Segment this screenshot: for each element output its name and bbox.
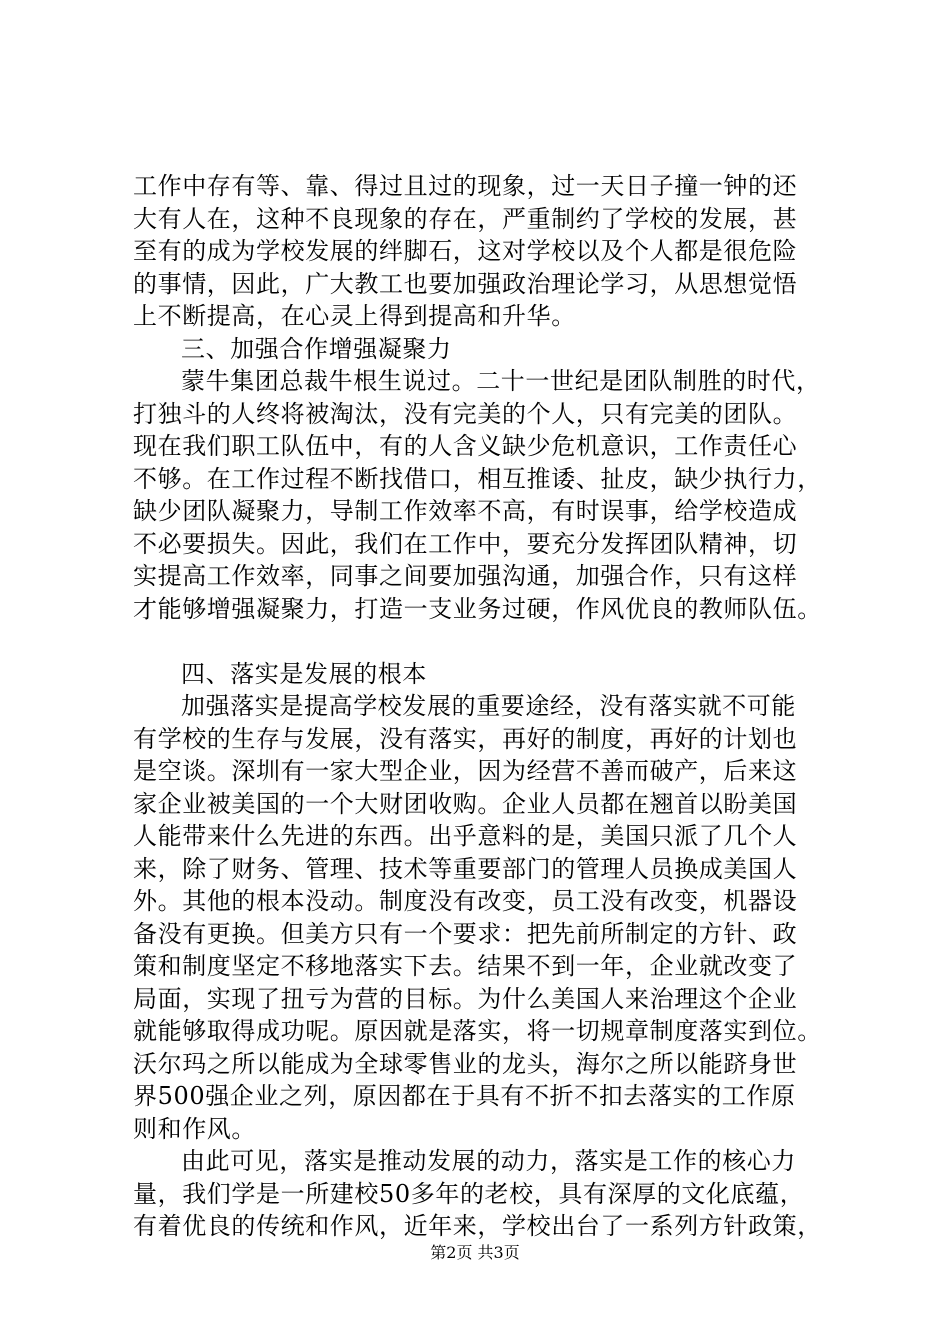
text-line: 则和作风。 bbox=[133, 1114, 256, 1143]
text-line: 不够。在工作过程不断找借口，相互推诿、扯皮，缺少执行力， bbox=[133, 464, 822, 493]
body-text bbox=[133, 170, 853, 1243]
page-footer: 第2页 共3页 bbox=[430, 1243, 520, 1262]
text-line: 外。其他的根本没动。制度没有改变，员工没有改变，机器设 bbox=[133, 887, 798, 915]
text-line: 打独斗的人终将被淘汰，没有完美的个人，只有完美的团队。 bbox=[133, 399, 798, 428]
text-line: 策和制度坚定不移地落实下去。结果不到一年，企业就改变了 bbox=[133, 952, 798, 980]
text-line: 家企业被美国的一个大财团收购。企业人员都在翘首以盼美国 bbox=[133, 789, 798, 818]
text-line: 由此可见，落实是推动发展的动力，落实是工作的核心力 bbox=[181, 1147, 796, 1175]
text-line: 局面，实现了扭亏为营的目标。为什么美国人来治理这个企业 bbox=[133, 984, 798, 1013]
text-line: 上不断提高，在心灵上得到提高和升华。 bbox=[133, 302, 576, 330]
text-line: 缺少团队凝聚力，导制工作效率不高，有时误事，给学校造成 bbox=[133, 497, 798, 525]
text-line: 备没有更换。但美方只有一个要求：把先前所制定的方针、政 bbox=[133, 919, 798, 948]
text-line: 人能带来什么先进的东西。出乎意料的是，美国只派了几个人 bbox=[133, 822, 798, 850]
text-line: 沃尔玛之所以能成为全球零售业的龙头，海尔之所以能跻身世 bbox=[133, 1049, 798, 1078]
text-line: 是空谈。深圳有一家大型企业，因为经营不善而破产，后来这 bbox=[133, 757, 798, 785]
text-line: 界500强企业之列，原因都在于具有不折不扣去落实的工作原 bbox=[133, 1082, 796, 1110]
text-line: 有着优良的传统和作风，近年来，学校出台了一系列方针政策， bbox=[133, 1212, 822, 1240]
text-line: 大有人在，这种不良现象的存在，严重制约了学校的发展，甚 bbox=[133, 204, 798, 233]
text-line: 有学校的生存与发展，没有落实，再好的制度，再好的计划也 bbox=[133, 724, 798, 753]
text-line: 至有的成为学校发展的绊脚石，这对学校以及个人都是很危险 bbox=[133, 237, 798, 265]
paragraph-gap bbox=[133, 625, 853, 658]
section-heading: 三、加强合作增强凝聚力 bbox=[181, 334, 452, 363]
text-line: 实提高工作效率，同事之间要加强沟通，加强合作，只有这样 bbox=[133, 562, 798, 590]
text-line: 来，除了财务、管理、技术等重要部门的管理人员换成美国人 bbox=[133, 854, 798, 883]
text-line: 蒙牛集团总裁牛根生说过。二十一世纪是团队制胜的时代， bbox=[181, 367, 821, 395]
text-line: 现在我们职工队伍中，有的人含义缺少危机意识，工作责任心 bbox=[133, 432, 798, 460]
text-line: 加强落实是提高学校发展的重要途经，没有落实就不可能 bbox=[181, 692, 796, 720]
text-line: 就能够取得成功呢。原因就是落实，将一切规章制度落实到位。 bbox=[133, 1017, 822, 1045]
text-line: 工作中存有等、靠、得过且过的现象，过一天日子撞一钟的还 bbox=[133, 172, 798, 200]
section-heading: 四、落实是发展的根本 bbox=[181, 659, 427, 688]
text-line: 不必要损失。因此，我们在工作中，要充分发挥团队精神，切 bbox=[133, 529, 798, 558]
text-line: 量，我们学是一所建校50多年的老校，具有深厚的文化底蕴， bbox=[133, 1179, 805, 1208]
text-line: 才能够增强凝聚力，打造一支业务过硬，作风优良的教师队伍。 bbox=[133, 594, 822, 623]
text-line: 的事情，因此，广大教工也要加强政治理论学习，从思想觉悟 bbox=[133, 269, 798, 298]
